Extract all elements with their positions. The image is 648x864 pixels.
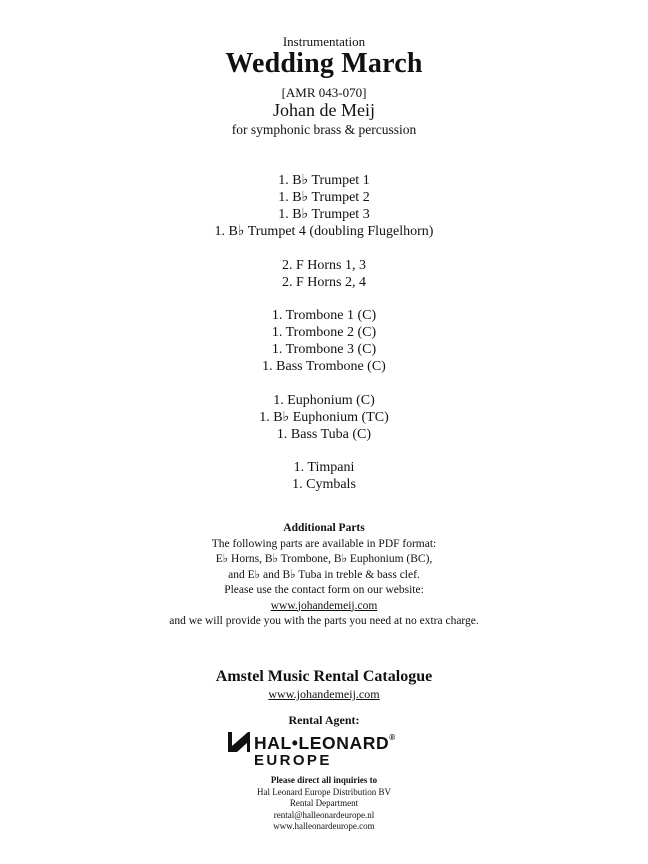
inquiries-line: Rental Department — [289, 798, 359, 808]
hal-leonard-mark-icon — [228, 732, 250, 752]
instrument-line: 1. Trombone 2 (C) — [271, 325, 377, 340]
instrument-line: 1. Trombone 1 (C) — [271, 308, 377, 323]
instrument-line: 1. B♭ Trumpet 2 — [278, 190, 370, 205]
instrument-line: 1. Timpani — [293, 460, 355, 475]
percussion-group — [0, 459, 648, 493]
instrument-line: 1. B♭ Euphonium (TC) — [259, 410, 389, 425]
additional-parts-line: E♭ Horns, B♭ Trombone, B♭ Euphonium (BC), — [215, 553, 433, 565]
website-link[interactable]: www.johandemeij.com — [270, 599, 378, 612]
hal-leonard-logo — [228, 730, 420, 772]
additional-parts-heading: Additional Parts — [283, 522, 365, 534]
instrument-line: 2. F Horns 2, 4 — [281, 275, 366, 290]
rental-agent-label: Rental Agent: — [288, 713, 360, 727]
instrument-line: 1. B♭ Trumpet 1 — [278, 173, 370, 188]
additional-parts-section — [0, 521, 648, 630]
catalogue-title: Amstel Music Rental Catalogue — [215, 668, 433, 685]
trombone-group — [0, 307, 648, 375]
page-label: Instrumentation — [282, 34, 366, 49]
horn-group — [0, 257, 648, 291]
additional-parts-line: and E♭ and B♭ Tuba in treble & bass clef. — [228, 568, 420, 581]
instrument-line: 1. Trombone 3 (C) — [271, 342, 377, 357]
instrument-line: 1. Bass Tuba (C) — [276, 427, 372, 442]
inquiries-heading: Please direct all inquiries to — [270, 775, 378, 785]
catalog-number: [AMR 043-070] — [281, 85, 367, 100]
logo-wordmark: HAL•LEONARD® — [254, 733, 396, 753]
registered-mark: ® — [389, 733, 396, 742]
instrument-line: 1. Euphonium (C) — [273, 393, 375, 408]
ensemble-subtitle: for symphonic brass & percussion — [231, 122, 417, 137]
trumpet-group — [0, 172, 648, 240]
additional-parts-line: Please use the contact form on our website: — [224, 584, 424, 596]
inquiries-section — [0, 775, 648, 833]
catalogue-website-link[interactable]: www.johandemeij.com — [268, 687, 380, 701]
instrument-line: 2. F Horns 1, 3 — [281, 258, 366, 273]
instrument-line: 1. B♭ Trumpet 3 — [278, 207, 370, 222]
additional-parts-line: The following parts are available in PDF format: — [211, 537, 437, 550]
instrument-line: 1. Bass Trombone (C) — [262, 359, 386, 374]
additional-parts-closing: and we will provide you with the parts you need at no extra charge. — [169, 615, 479, 627]
inquiries-website[interactable]: www.halleonardeurope.com — [273, 821, 375, 831]
logo-subtitle: EUROPE — [254, 752, 332, 769]
low-brass-group — [0, 392, 648, 443]
instrument-line: 1. B♭ Trumpet 4 (doubling Flugelhorn) — [214, 224, 434, 239]
inquiries-line: Hal Leonard Europe Distribution BV — [257, 786, 391, 797]
instrument-line: 1. Cymbals — [292, 477, 356, 492]
catalogue-link-row — [0, 687, 648, 702]
inquiries-email[interactable]: rental@halleonardeurope.nl — [273, 809, 375, 820]
composer-name: Johan de Meij — [273, 100, 375, 120]
piece-title: Wedding March — [225, 48, 423, 79]
